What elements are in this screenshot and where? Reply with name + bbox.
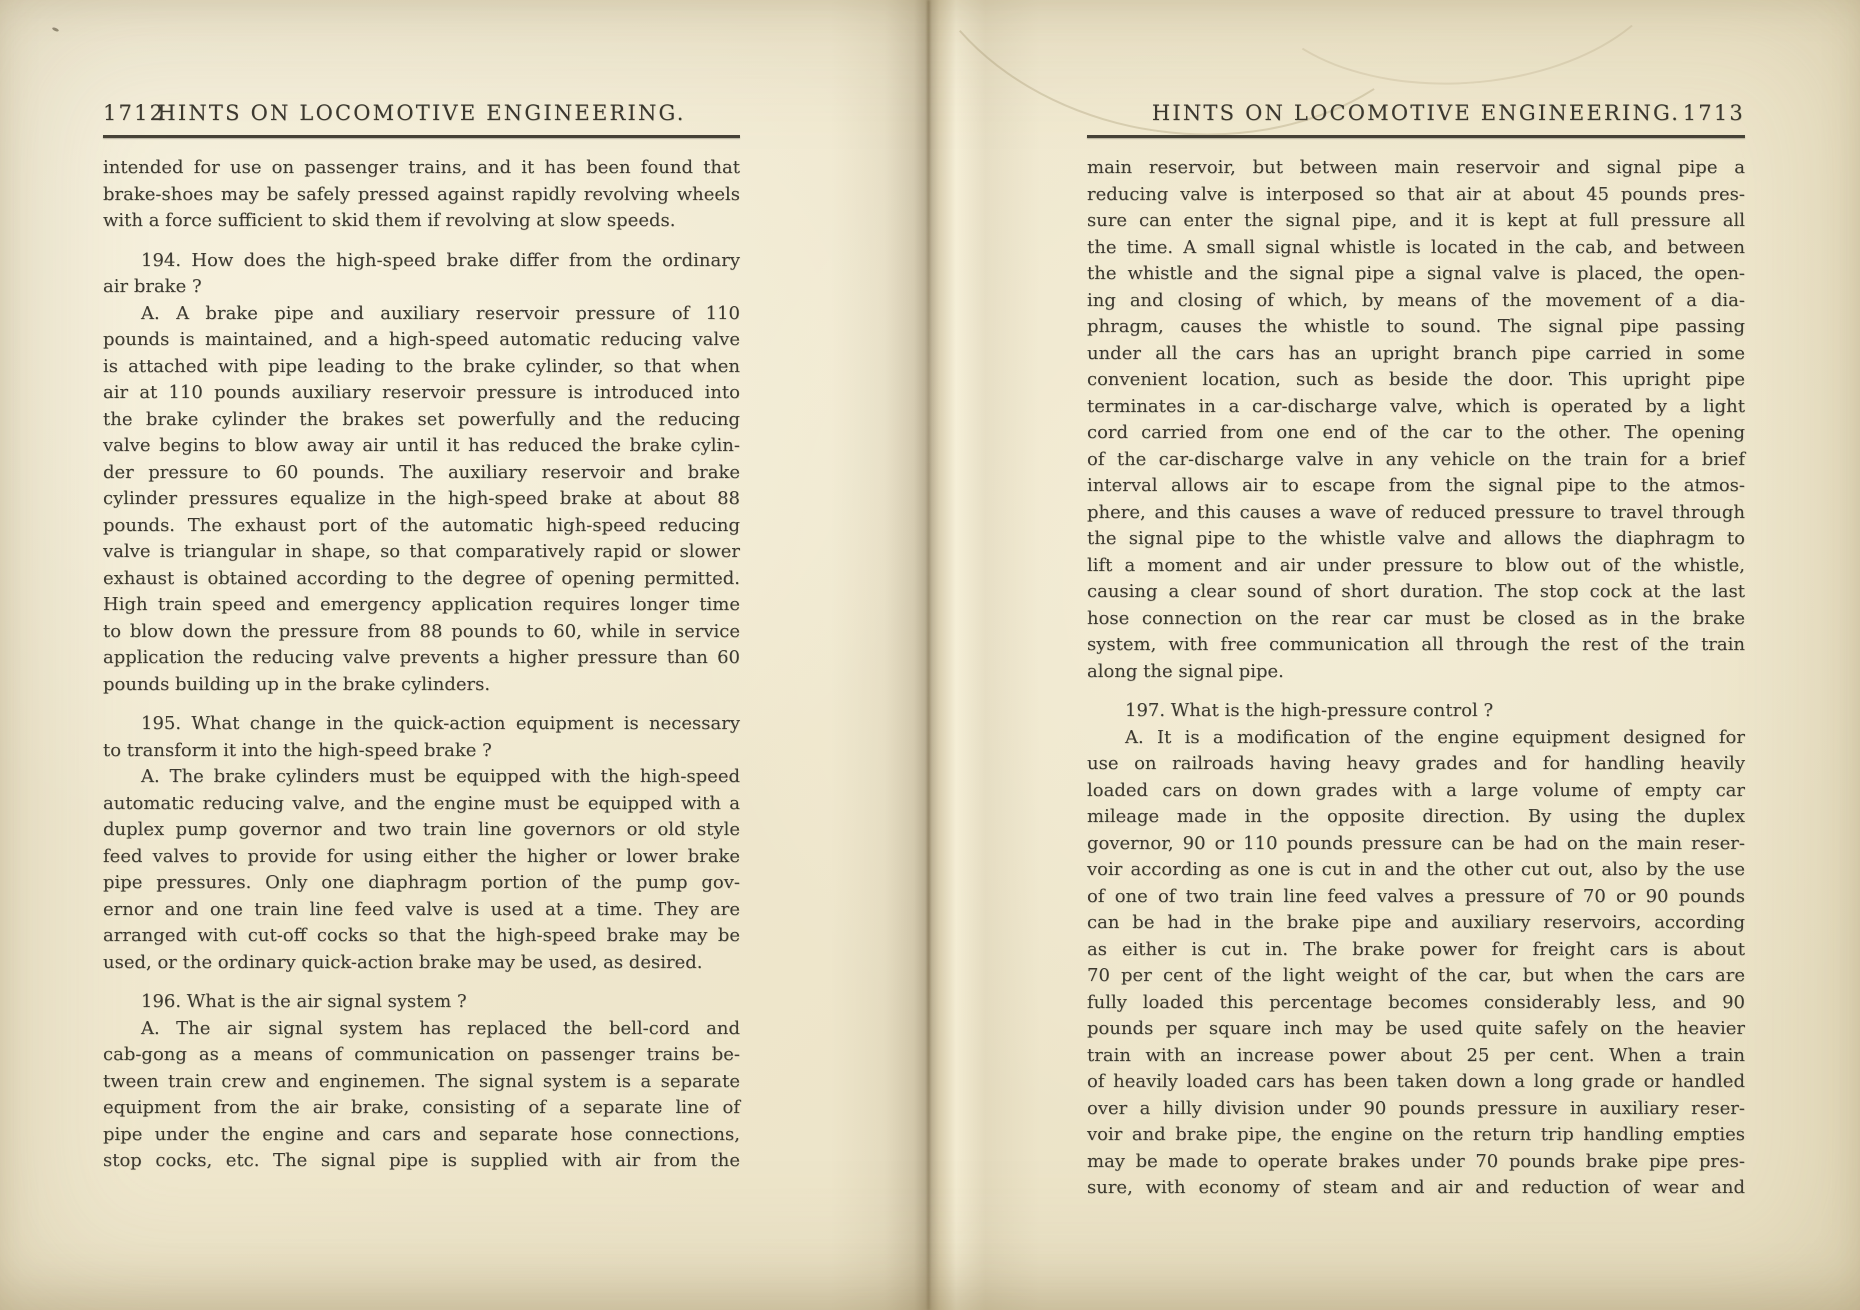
- text-line: phragm, causes the whistle to sound. The signal pipe passing: [1087, 316, 1745, 337]
- text-line: reducing valve is interposed so that air at about 45 pounds pres-: [1087, 183, 1745, 205]
- text-line: pipe pressures. Only one diaphragm portion of the pump gov-: [103, 872, 740, 893]
- paragraph: [103, 711, 740, 764]
- text-line: pipe under the engine and cars and separate hose connections,: [103, 1123, 740, 1145]
- text-line: used, or the ordinary quick-action brake may be used, as desired.: [103, 951, 703, 973]
- text-line: to transform it into the high-speed brake ?: [103, 739, 492, 761]
- page-body-left: [103, 155, 740, 1175]
- text-line: A. The brake cylinders must be equipped with the high-speed: [141, 766, 740, 787]
- text-line: air at 110 pounds auxiliary reservoir pressure is introduced into: [103, 382, 740, 403]
- text-line: stop cocks, etc. The signal pipe is supplied with air from the: [103, 1150, 740, 1171]
- text-line: sure can enter the signal pipe, and it is kept at full pressure all: [1087, 210, 1745, 231]
- text-line: duplex pump governor and two train line governors or old style: [103, 819, 740, 840]
- page-right: [1087, 100, 1745, 1202]
- paragraph: [1087, 155, 1745, 685]
- text-line: the signal pipe to the whistle valve and allows the diaphragm to: [1087, 528, 1745, 549]
- text-line: A. A brake pipe and auxiliary reservoir pressure of 110: [141, 302, 740, 324]
- text-line: the brake cylinder the brakes set powerfully and the reducing: [103, 408, 740, 430]
- text-line: valve is triangular in shape, so that comparatively rapid or slower: [103, 541, 740, 562]
- text-line: sure, with economy of steam and air and reduction of wear and: [1087, 1177, 1745, 1198]
- paragraph: [103, 1016, 740, 1175]
- text-line: terminates in a car-discharge valve, which is operated by a light: [1087, 395, 1745, 417]
- text-line: over a hilly division under 90 pounds pressure in auxiliary reser-: [1087, 1097, 1745, 1119]
- text-line: to blow down the pressure from 88 pounds to 60, while in service: [103, 620, 740, 642]
- text-line: pounds. The exhaust port of the automatic high-speed reducing: [103, 514, 740, 536]
- text-line: the whistle and the signal pipe a signal valve is placed, the open-: [1087, 263, 1745, 284]
- running-title-right: HINTS ON LOCOMOTIVE ENGINEERING.: [1151, 101, 1681, 125]
- text-line: with a force sufficient to skid them if revolving at slow speeds.: [103, 210, 676, 231]
- text-line: 70 per cent of the light weight of the car, but when the cars are: [1087, 965, 1745, 986]
- text-line: cord carried from one end of the car to the other. The opening: [1087, 422, 1745, 443]
- text-line: convenient location, such as beside the door. This upright pipe: [1087, 369, 1745, 390]
- text-line: voir and brake pipe, the engine on the return trip handling empties: [1087, 1124, 1745, 1145]
- page-left: [103, 100, 740, 1175]
- text-line: is attached with pipe leading to the brake cylinder, so that when: [103, 355, 740, 377]
- paragraph: [103, 989, 740, 1016]
- text-line: main reservoir, but between main reservoir and signal pipe a: [1087, 157, 1745, 178]
- text-line: arranged with cut-off cocks so that the high-speed brake may be: [103, 925, 740, 946]
- book-fold-line: [927, 0, 930, 1310]
- text-line: phere, and this causes a wave of reduced pressure to travel through: [1087, 501, 1745, 523]
- text-line: train with an increase power about 25 per cent. When a train: [1087, 1044, 1745, 1066]
- text-line: use on railroads having heavy grades and for handling heavily: [1087, 753, 1745, 774]
- text-line: A. It is a modification of the engine equipment designed for: [1125, 726, 1745, 748]
- text-line: pounds per square inch may be used quite safely on the heavier: [1087, 1018, 1745, 1039]
- paragraph: [103, 248, 740, 301]
- text-line: ing and closing of which, by means of the movement of a dia-: [1087, 289, 1745, 311]
- text-line: intended for use on passenger trains, and it has been found that: [103, 157, 740, 178]
- text-line: exhaust is obtained according to the degree of opening permitted.: [103, 567, 740, 589]
- text-line: feed valves to provide for using either the higher or lower brake: [103, 845, 740, 867]
- text-line: air brake ?: [103, 276, 202, 297]
- text-line: der pressure to 60 pounds. The auxiliary reservoir and brake: [103, 461, 740, 483]
- book-gutter-shadow: [830, 0, 1040, 1310]
- text-line: may be made to operate brakes under 70 pounds brake pipe pres-: [1087, 1150, 1745, 1172]
- page-number-right: 1713: [1682, 101, 1745, 125]
- scan-speck: [52, 27, 60, 33]
- text-line: cylinder pressures equalize in the high-speed brake at about 88: [103, 488, 740, 509]
- text-line: application the reducing valve prevents a higher pressure than 60: [103, 647, 740, 668]
- text-line: hose connection on the rear car must be closed as in the brake: [1087, 607, 1745, 629]
- text-line: can be had in the brake pipe and auxiliary reservoirs, according: [1087, 912, 1745, 933]
- text-line: automatic reducing valve, and the engine must be equipped with a: [103, 792, 740, 814]
- text-line: pounds building up in the brake cylinders.: [103, 673, 491, 695]
- paragraph: [1087, 698, 1745, 725]
- paragraph: [103, 155, 740, 235]
- text-line: tween train crew and enginemen. The signal system is a separate: [103, 1070, 740, 1092]
- page-header-left: [103, 100, 740, 126]
- text-line: voir according as one is cut in and the other cut out, also by the use: [1087, 859, 1745, 880]
- text-line: loaded cars on down grades with a large volume of empty car: [1087, 779, 1745, 801]
- page-number-left: 1712: [103, 101, 166, 125]
- text-line: mileage made in the opposite direction. By using the duplex: [1087, 806, 1745, 827]
- header-rule-left: [103, 135, 740, 138]
- text-line: High train speed and emergency application requires longer time: [103, 594, 740, 615]
- text-line: fully loaded this percentage becomes considerably less, and 90: [1087, 991, 1745, 1013]
- text-line: interval allows air to escape from the signal pipe to the atmos-: [1087, 475, 1745, 496]
- text-line: of the car-discharge valve in any vehicle on the train for a brief: [1087, 448, 1745, 470]
- paragraph: [103, 301, 740, 699]
- text-line: equipment from the air brake, consisting of a separate line of: [103, 1097, 740, 1118]
- text-line: 194. How does the high-speed brake differ from the ordinary: [141, 249, 740, 271]
- text-line: system, with free communication all through the rest of the train: [1087, 634, 1745, 655]
- text-line: the time. A small signal whistle is located in the cab, and between: [1087, 236, 1745, 258]
- paragraph: [1087, 725, 1745, 1202]
- text-line: under all the cars has an upright branch pipe carried in some: [1087, 342, 1745, 364]
- text-line: lift a moment and air under pressure to blow out of the whistle,: [1087, 554, 1745, 576]
- paragraph: [103, 764, 740, 976]
- page-body-right: [1087, 155, 1745, 1202]
- text-line: brake-shoes may be safely pressed against rapidly revolving wheels: [103, 183, 740, 205]
- text-line: cab-gong as a means of communication on passenger trains be-: [103, 1044, 740, 1065]
- page-curl-crease: [1242, 0, 1682, 98]
- text-line: along the signal pipe.: [1087, 660, 1284, 682]
- text-line: A. The air signal system has replaced the bell-cord and: [141, 1017, 740, 1039]
- text-line: causing a clear sound of short duration. The stop cock at the last: [1087, 581, 1745, 602]
- header-rule-right: [1087, 135, 1745, 138]
- text-line: 197. What is the high-pressure control ?: [1125, 700, 1494, 721]
- text-line: pounds is maintained, and a high-speed automatic reducing valve: [103, 329, 740, 350]
- text-line: 195. What change in the quick-action equipment is necessary: [141, 713, 740, 734]
- text-line: ernor and one train line feed valve is used at a time. They are: [103, 898, 740, 920]
- text-line: of heavily loaded cars has been taken down a long grade or handled: [1087, 1071, 1745, 1092]
- text-line: of one of two train line feed valves a pressure of 70 or 90 pounds: [1087, 885, 1745, 907]
- page-header-right: [1087, 100, 1745, 126]
- text-line: 196. What is the air signal system ?: [141, 991, 467, 1012]
- running-title-left: HINTS ON LOCOMOTIVE ENGINEERING.: [157, 101, 686, 125]
- text-line: valve begins to blow away air until it has reduced the brake cylin-: [103, 435, 740, 456]
- text-line: as either is cut in. The brake power for freight cars is about: [1087, 938, 1745, 960]
- text-line: governor, 90 or 110 pounds pressure can be had on the main reser-: [1087, 832, 1745, 854]
